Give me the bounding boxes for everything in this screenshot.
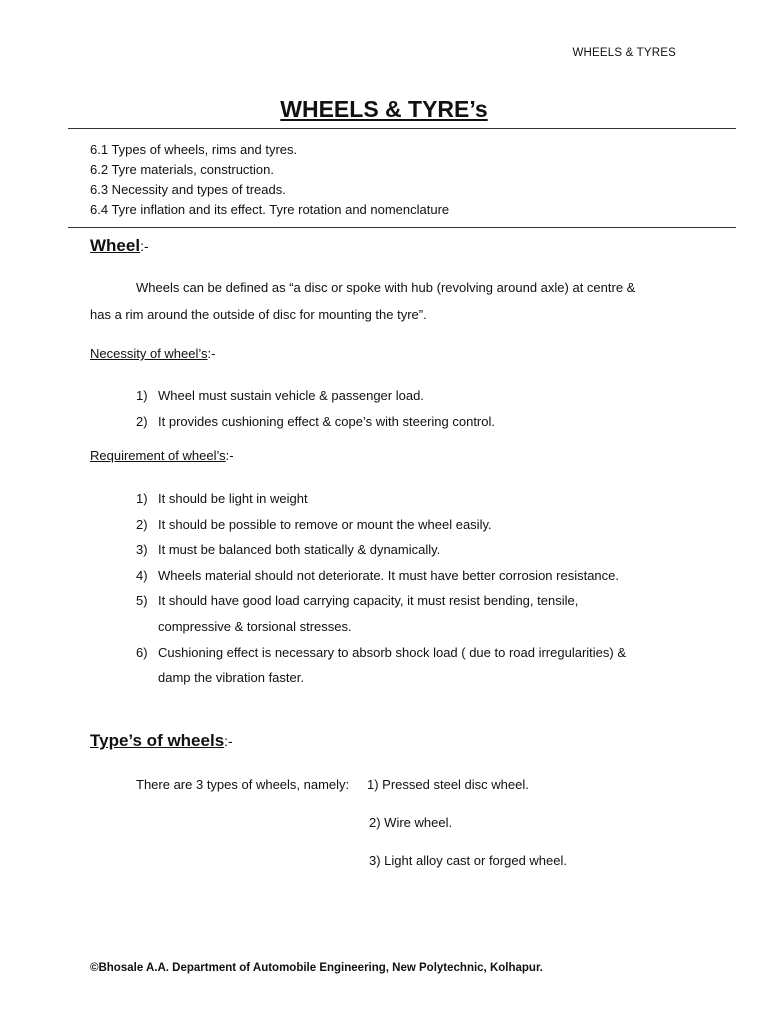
list-number: 2) [136,516,148,532]
list-item [136,512,626,538]
list-item [136,409,495,435]
requirement-heading-tail: :- [225,448,234,463]
list-item [136,588,626,639]
types-intro: There are 3 types of wheels, namely: [136,777,350,792]
necessity-heading-text: Necessity of wheel’s [90,346,208,361]
toc-item: 6.1 Types of wheels, rims and tyres. [90,142,298,157]
requirement-heading-text: Requirement of wheel’s [90,448,226,463]
list-number: 4) [136,567,148,583]
list-number: 1) [136,388,148,403]
types-heading-tail: :- [224,733,233,749]
running-header: WHEELS & TYRES [572,47,676,59]
list-text-continued: damp the vibration faster. [158,670,304,686]
list-text: Wheel must sustain vehicle & passenger load. [158,388,424,403]
necessity-list [136,383,495,435]
wheel-heading-text: Wheel [90,236,141,255]
list-text: It should have good load carrying capacity, it must resist bending, tensile, [158,593,579,609]
list-item [136,486,626,512]
list-text: Wheels material should not deteriorate. It must have better corrosion resistance. [158,567,619,583]
list-text: It should be possible to remove or mount the wheel easily. [158,516,492,532]
necessity-heading [90,345,216,363]
toc-item: 6.4 Tyre inflation and its effect. Tyre rotation and nomenclature [90,202,450,217]
list-item [136,640,626,691]
wheel-definition-line1: Wheels can be defined as “a disc or spoke with hub (revolving around axle) at centre & [136,280,636,295]
types-heading [90,731,233,751]
table-of-contents [90,140,449,220]
types-heading-text: Type’s of wheels [90,731,225,750]
toc-item: 6.2 Tyre materials, construction. [90,162,275,177]
types-item: 1) Pressed steel disc wheel. [367,777,529,792]
list-number: 5) [136,593,148,609]
bottom-divider [68,227,736,228]
list-number: 6) [136,644,148,660]
types-item: 3) Light alloy cast or forged wheel. [369,853,567,868]
list-number: 1) [136,491,148,506]
list-text: It must be balanced both statically & dynamically. [158,542,441,558]
list-text-continued: compressive & torsional stresses. [158,618,352,634]
wheel-heading [90,236,149,256]
list-item [136,537,626,563]
requirement-heading [90,447,234,465]
page-title: WHEELS & TYRE’s [280,96,488,122]
footer-copyright: ©Bhosale A.A. Department of Automobile Engineering, New Polytechnic, Kolhapur. [90,962,543,974]
wheel-heading-tail: :- [140,238,149,254]
requirement-list [136,486,626,691]
list-text: It should be light in weight [158,491,308,506]
list-item [136,383,495,409]
list-number: 3) [136,542,148,558]
top-divider [68,128,736,129]
toc-item: 6.3 Necessity and types of treads. [90,182,286,197]
types-item: 2) Wire wheel. [369,815,453,830]
list-text: It provides cushioning effect & cope’s with steering control. [158,414,495,429]
list-item [136,563,626,589]
wheel-definition-line2: has a rim around the outside of disc for mounting the tyre”. [90,307,427,322]
list-number: 2) [136,414,148,429]
necessity-heading-tail: :- [207,346,216,361]
list-text: Cushioning effect is necessary to absorb shock load ( due to road irregularities) & [158,644,627,660]
